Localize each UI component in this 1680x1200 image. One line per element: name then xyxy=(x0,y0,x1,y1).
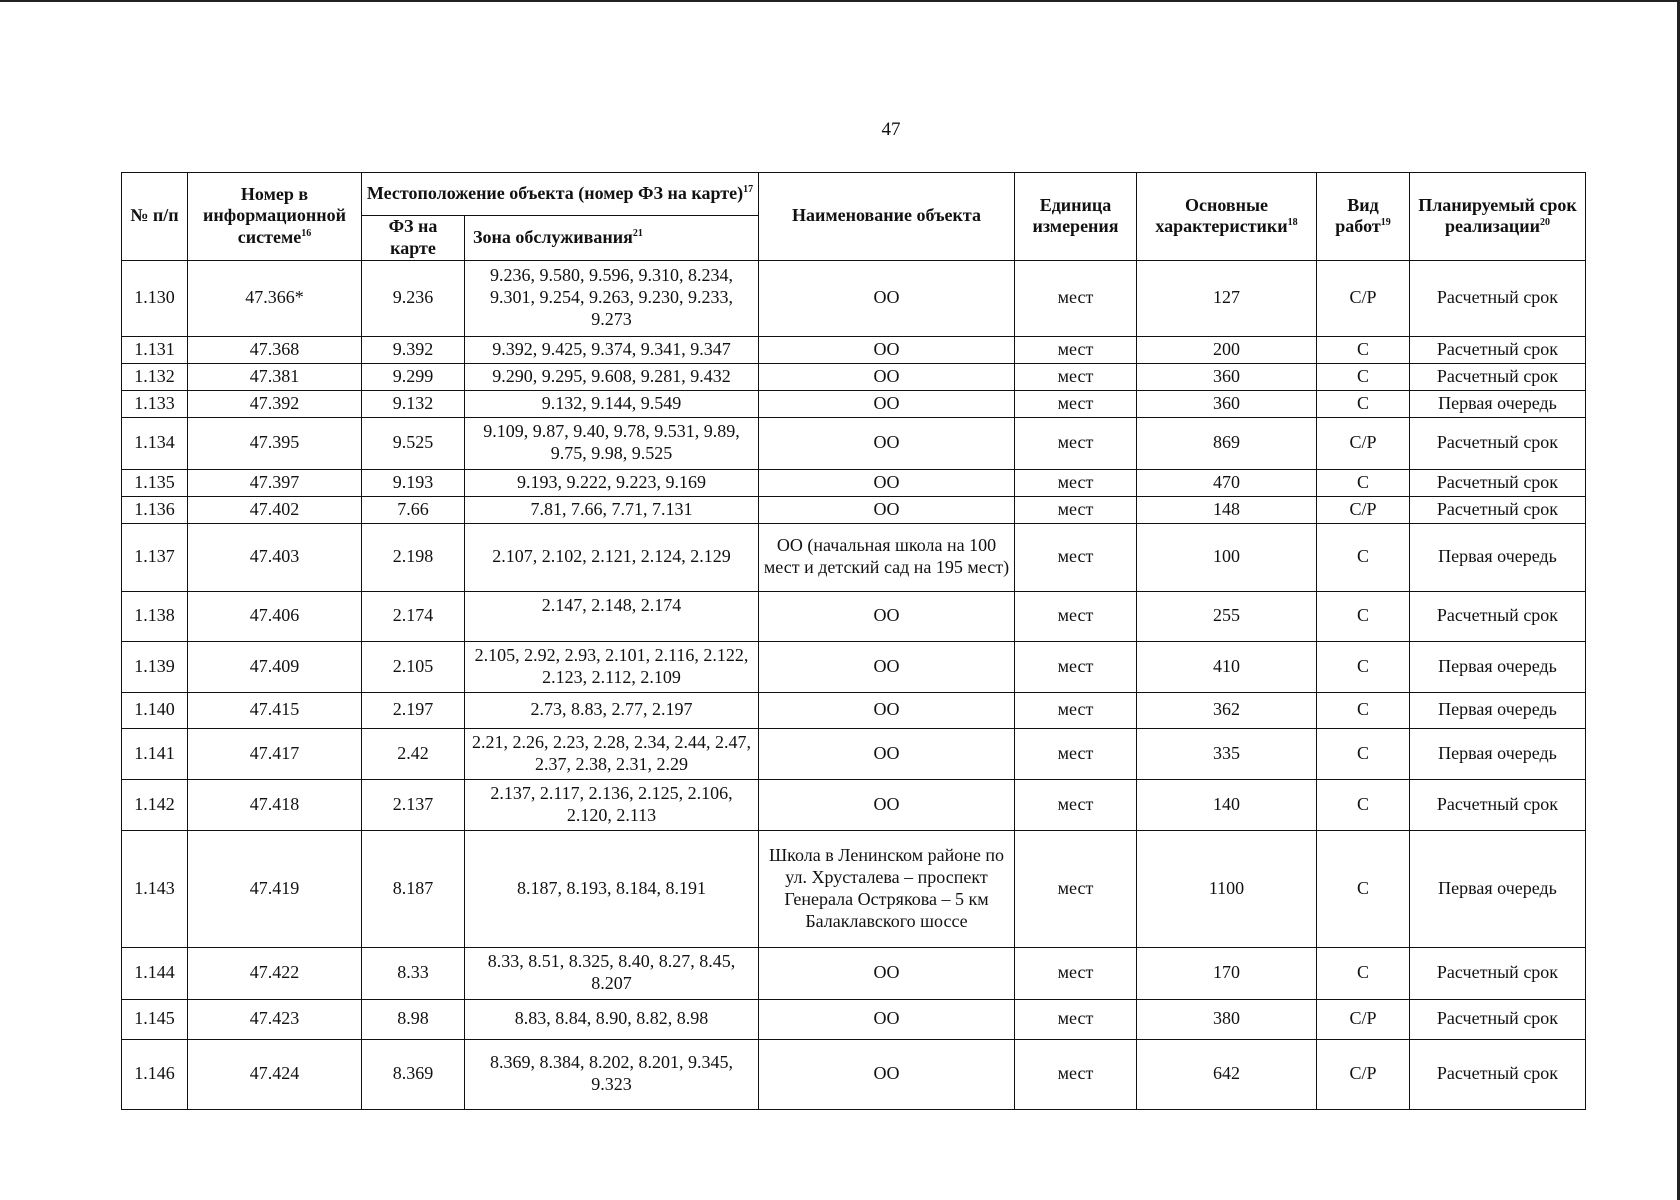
footnote-ref: 16 xyxy=(301,228,312,240)
cell-term: Расчетный срок xyxy=(1410,363,1586,390)
cell-reg: 47.418 xyxy=(188,779,362,830)
cell-work: С xyxy=(1317,469,1410,496)
footnote-ref: 20 xyxy=(1539,217,1550,229)
cell-work: С xyxy=(1317,363,1410,390)
cell-term: Первая очередь xyxy=(1410,830,1586,947)
cell-term: Первая очередь xyxy=(1410,523,1586,591)
cell-value: 200 xyxy=(1137,336,1317,363)
header-object-name: Наименование объекта xyxy=(759,173,1015,261)
cell-reg: 47.403 xyxy=(188,523,362,591)
cell-name: ОО xyxy=(759,390,1015,417)
cell-value: 360 xyxy=(1137,363,1317,390)
cell-value: 127 xyxy=(1137,260,1317,336)
cell-unit: мест xyxy=(1015,947,1137,999)
cell-unit: мест xyxy=(1015,999,1137,1039)
cell-value: 642 xyxy=(1137,1039,1317,1109)
cell-name: ОО xyxy=(759,1039,1015,1109)
header-fz-on-map: ФЗ на карте xyxy=(362,216,465,261)
cell-value: 869 xyxy=(1137,417,1317,469)
cell-unit: мест xyxy=(1015,417,1137,469)
cell-unit: мест xyxy=(1015,591,1137,641)
cell-unit: мест xyxy=(1015,260,1137,336)
cell-zone: 2.105, 2.92, 2.93, 2.101, 2.116, 2.122, 2.123, 2.112, 2.109 xyxy=(465,641,759,692)
cell-num: 1.130 xyxy=(122,260,188,336)
cell-zone: 9.193, 9.222, 9.223, 9.169 xyxy=(465,469,759,496)
table-row xyxy=(122,523,1586,591)
cell-fz: 8.33 xyxy=(362,947,465,999)
cell-unit: мест xyxy=(1015,336,1137,363)
cell-work: С xyxy=(1317,779,1410,830)
cell-name: ОО xyxy=(759,728,1015,779)
cell-value: 148 xyxy=(1137,496,1317,523)
header-location-text: Местоположение объекта (номер ФЗ на карте) xyxy=(366,183,744,204)
table-row xyxy=(122,728,1586,779)
cell-term: Расчетный срок xyxy=(1410,591,1586,641)
cell-zone: 2.73, 8.83, 2.77, 2.197 xyxy=(465,692,759,728)
cell-work: С xyxy=(1317,390,1410,417)
header-work-type xyxy=(1317,173,1410,261)
cell-reg: 47.402 xyxy=(188,496,362,523)
cell-num: 1.142 xyxy=(122,779,188,830)
cell-value: 170 xyxy=(1137,947,1317,999)
header-reg-number-text: Номер в информационной системе xyxy=(203,183,346,248)
cell-reg: 47.368 xyxy=(188,336,362,363)
table-row xyxy=(122,336,1586,363)
cell-value: 380 xyxy=(1137,999,1317,1039)
cell-work: С xyxy=(1317,947,1410,999)
cell-name: ОО xyxy=(759,999,1015,1039)
cell-fz: 9.299 xyxy=(362,363,465,390)
header-location xyxy=(362,173,759,216)
cell-name: ОО xyxy=(759,779,1015,830)
cell-term: Расчетный срок xyxy=(1410,417,1586,469)
cell-value: 470 xyxy=(1137,469,1317,496)
cell-fz: 8.369 xyxy=(362,1039,465,1109)
cell-name: ОО xyxy=(759,591,1015,641)
cell-unit: мест xyxy=(1015,728,1137,779)
cell-num: 1.137 xyxy=(122,523,188,591)
cell-unit: мест xyxy=(1015,779,1137,830)
cell-zone: 8.369, 8.384, 8.202, 8.201, 9.345, 9.323 xyxy=(465,1039,759,1109)
cell-value: 1100 xyxy=(1137,830,1317,947)
cell-unit: мест xyxy=(1015,1039,1137,1109)
header-work-type-text: Вид работ xyxy=(1335,194,1381,237)
cell-num: 1.138 xyxy=(122,591,188,641)
objects-table xyxy=(121,172,1586,1110)
cell-work: С xyxy=(1317,728,1410,779)
cell-name: ОО xyxy=(759,417,1015,469)
cell-zone: 8.83, 8.84, 8.90, 8.82, 8.98 xyxy=(465,999,759,1039)
cell-fz: 8.98 xyxy=(362,999,465,1039)
cell-unit: мест xyxy=(1015,523,1137,591)
header-reg-number xyxy=(188,173,362,261)
table-row xyxy=(122,779,1586,830)
table-row xyxy=(122,417,1586,469)
cell-fz: 2.198 xyxy=(362,523,465,591)
cell-work: С xyxy=(1317,641,1410,692)
cell-term: Первая очередь xyxy=(1410,641,1586,692)
cell-zone: 8.187, 8.193, 8.184, 8.191 xyxy=(465,830,759,947)
cell-num: 1.143 xyxy=(122,830,188,947)
cell-reg: 47.406 xyxy=(188,591,362,641)
cell-work: С xyxy=(1317,336,1410,363)
page-number: 47 xyxy=(881,119,901,140)
cell-name: ОО xyxy=(759,260,1015,336)
footnote-ref: 18 xyxy=(1287,217,1298,229)
table-row xyxy=(122,947,1586,999)
cell-zone: 9.290, 9.295, 9.608, 9.281, 9.432 xyxy=(465,363,759,390)
cell-reg: 47.417 xyxy=(188,728,362,779)
cell-fz: 2.42 xyxy=(362,728,465,779)
cell-num: 1.134 xyxy=(122,417,188,469)
cell-unit: мест xyxy=(1015,830,1137,947)
table-row xyxy=(122,496,1586,523)
cell-reg: 47.395 xyxy=(188,417,362,469)
footnote-ref: 17 xyxy=(743,184,754,196)
cell-zone: 9.109, 9.87, 9.40, 9.78, 9.531, 9.89, 9.75, 9.98, 9.525 xyxy=(465,417,759,469)
cell-name: ОО xyxy=(759,469,1015,496)
table-row xyxy=(122,260,1586,336)
header-planned-term xyxy=(1410,173,1586,261)
cell-zone: 2.21, 2.26, 2.23, 2.28, 2.34, 2.44, 2.47, 2.37, 2.38, 2.31, 2.29 xyxy=(465,728,759,779)
cell-num: 1.140 xyxy=(122,692,188,728)
cell-term: Расчетный срок xyxy=(1410,999,1586,1039)
table-header xyxy=(122,173,1586,261)
cell-term: Расчетный срок xyxy=(1410,260,1586,336)
cell-unit: мест xyxy=(1015,641,1137,692)
cell-term: Расчетный срок xyxy=(1410,469,1586,496)
cell-term: Расчетный срок xyxy=(1410,496,1586,523)
cell-reg: 47.419 xyxy=(188,830,362,947)
cell-name: ОО xyxy=(759,363,1015,390)
table-body xyxy=(122,260,1586,1109)
cell-num: 1.145 xyxy=(122,999,188,1039)
cell-reg: 47.422 xyxy=(188,947,362,999)
cell-zone: 2.107, 2.102, 2.121, 2.124, 2.129 xyxy=(465,523,759,591)
cell-term: Первая очередь xyxy=(1410,692,1586,728)
cell-name: ОО xyxy=(759,336,1015,363)
cell-work: С/Р xyxy=(1317,496,1410,523)
cell-unit: мест xyxy=(1015,469,1137,496)
footnote-ref: 19 xyxy=(1380,217,1391,229)
cell-fz: 2.105 xyxy=(362,641,465,692)
cell-unit: мест xyxy=(1015,363,1137,390)
cell-value: 255 xyxy=(1137,591,1317,641)
cell-work: С/Р xyxy=(1317,1039,1410,1109)
table-row xyxy=(122,692,1586,728)
cell-value: 410 xyxy=(1137,641,1317,692)
cell-num: 1.141 xyxy=(122,728,188,779)
cell-unit: мест xyxy=(1015,496,1137,523)
cell-work: С xyxy=(1317,692,1410,728)
header-service-zone-text: Зона обслуживания xyxy=(473,226,633,247)
cell-name: ОО xyxy=(759,496,1015,523)
cell-work: С/Р xyxy=(1317,999,1410,1039)
cell-work: С xyxy=(1317,591,1410,641)
cell-reg: 47.409 xyxy=(188,641,362,692)
cell-name: ОО xyxy=(759,947,1015,999)
cell-num: 1.144 xyxy=(122,947,188,999)
header-service-zone xyxy=(465,216,759,261)
cell-zone: 9.392, 9.425, 9.374, 9.341, 9.347 xyxy=(465,336,759,363)
cell-unit: мест xyxy=(1015,692,1137,728)
cell-value: 100 xyxy=(1137,523,1317,591)
cell-fz: 2.197 xyxy=(362,692,465,728)
table-row xyxy=(122,390,1586,417)
cell-name: ОО xyxy=(759,641,1015,692)
cell-fz: 7.66 xyxy=(362,496,465,523)
header-planned-term-text: Планируемый срок реализации xyxy=(1418,194,1577,237)
cell-name: ОО (начальная школа на 100 мест и детский сад на 195 мест) xyxy=(759,523,1015,591)
cell-term: Первая очередь xyxy=(1410,390,1586,417)
cell-value: 360 xyxy=(1137,390,1317,417)
cell-term: Расчетный срок xyxy=(1410,947,1586,999)
cell-reg: 47.366* xyxy=(188,260,362,336)
table-row xyxy=(122,469,1586,496)
cell-value: 335 xyxy=(1137,728,1317,779)
table-row xyxy=(122,363,1586,390)
cell-term: Расчетный срок xyxy=(1410,1039,1586,1109)
cell-work: С xyxy=(1317,830,1410,947)
cell-work: С xyxy=(1317,523,1410,591)
table-row xyxy=(122,591,1586,641)
cell-num: 1.139 xyxy=(122,641,188,692)
cell-zone: 9.236, 9.580, 9.596, 9.310, 8.234, 9.301, 9.254, 9.263, 9.230, 9.233, 9.273 xyxy=(465,260,759,336)
cell-term: Расчетный срок xyxy=(1410,336,1586,363)
page-edge-top xyxy=(0,0,1680,2)
cell-num: 1.132 xyxy=(122,363,188,390)
cell-zone: 2.147, 2.148, 2.174 xyxy=(465,591,759,641)
cell-zone: 8.33, 8.51, 8.325, 8.40, 8.27, 8.45, 8.207 xyxy=(465,947,759,999)
cell-unit: мест xyxy=(1015,390,1137,417)
cell-fz: 9.236 xyxy=(362,260,465,336)
footnote-ref: 21 xyxy=(632,227,643,239)
cell-zone: 2.137, 2.117, 2.136, 2.125, 2.106, 2.120, 2.113 xyxy=(465,779,759,830)
cell-reg: 47.381 xyxy=(188,363,362,390)
cell-value: 140 xyxy=(1137,779,1317,830)
cell-reg: 47.423 xyxy=(188,999,362,1039)
table-row xyxy=(122,641,1586,692)
cell-fz: 8.187 xyxy=(362,830,465,947)
cell-term: Расчетный срок xyxy=(1410,779,1586,830)
cell-work: С/Р xyxy=(1317,417,1410,469)
header-unit: Единица измерения xyxy=(1015,173,1137,261)
table-row xyxy=(122,999,1586,1039)
cell-num: 1.146 xyxy=(122,1039,188,1109)
cell-zone: 7.81, 7.66, 7.71, 7.131 xyxy=(465,496,759,523)
cell-fz: 9.525 xyxy=(362,417,465,469)
cell-num: 1.133 xyxy=(122,390,188,417)
cell-work: С/Р xyxy=(1317,260,1410,336)
cell-fz: 9.392 xyxy=(362,336,465,363)
cell-reg: 47.392 xyxy=(188,390,362,417)
cell-name: ОО xyxy=(759,692,1015,728)
cell-reg: 47.415 xyxy=(188,692,362,728)
cell-name: Школа в Ленинском районе по ул. Хрусталева – проспект Генерала Острякова – 5 км Балаклавского шоссе xyxy=(759,830,1015,947)
header-num: № п/п xyxy=(122,173,188,261)
table-row xyxy=(122,1039,1586,1109)
cell-term: Первая очередь xyxy=(1410,728,1586,779)
cell-zone: 9.132, 9.144, 9.549 xyxy=(465,390,759,417)
cell-num: 1.135 xyxy=(122,469,188,496)
header-characteristics xyxy=(1137,173,1317,261)
cell-fz: 2.174 xyxy=(362,591,465,641)
header-characteristics-text: Основные характеристики xyxy=(1155,194,1288,237)
cell-reg: 47.424 xyxy=(188,1039,362,1109)
table-row xyxy=(122,830,1586,947)
cell-value: 362 xyxy=(1137,692,1317,728)
cell-fz: 2.137 xyxy=(362,779,465,830)
cell-fz: 9.193 xyxy=(362,469,465,496)
cell-fz: 9.132 xyxy=(362,390,465,417)
cell-num: 1.136 xyxy=(122,496,188,523)
cell-reg: 47.397 xyxy=(188,469,362,496)
cell-num: 1.131 xyxy=(122,336,188,363)
